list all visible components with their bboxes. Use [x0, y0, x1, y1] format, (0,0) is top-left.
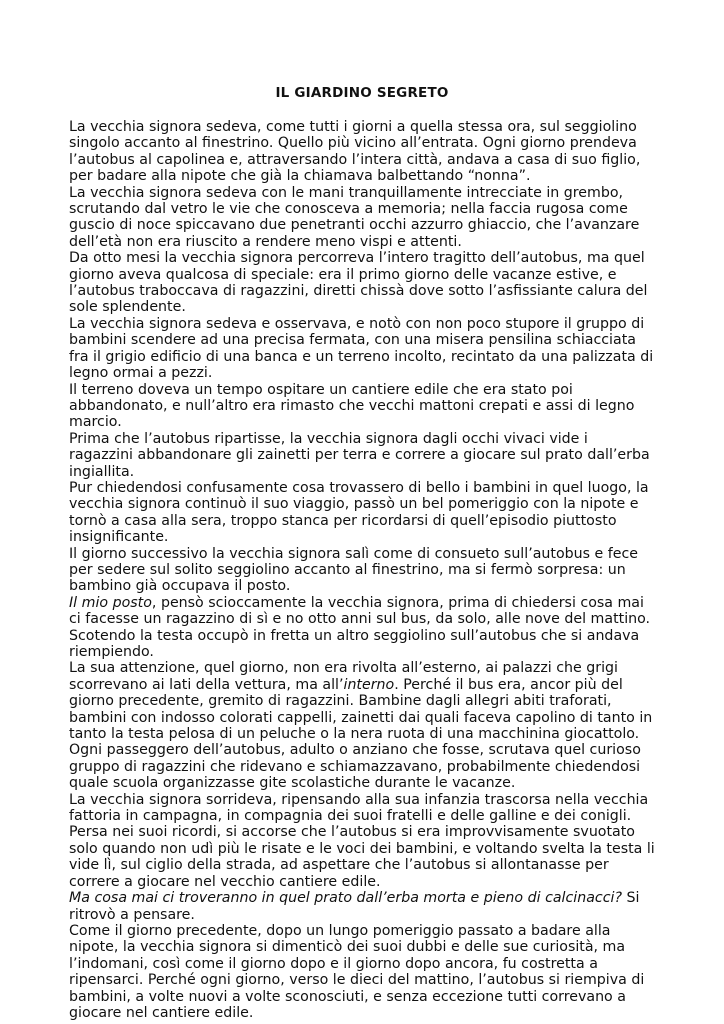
paragraph-text: Da otto mesi la vecchia signora percorreva l’intero tragitto dell’autobus, ma quel giorno aveva qualcosa di speciale: era il primo giorno delle vacanze estive, e l’autobus traboccava di ragazzini, diretti chissà dove sotto l’asfissiante calura del sole splendente.: [69, 250, 648, 316]
paragraph-text: . Perché il bus era, ancor più del giorno precedente, gremito di ragazzini. Bambine dagli allegri abiti traforati, bambini con indosso colorati cappelli, zainetti dai quali faceva capolino di tanto in tanto la testa pelosa di un peluche o la nera ruota di una macchinina giocattolo.: [69, 676, 653, 743]
paragraph: [69, 250, 655, 316]
paragraph-text: Il terreno doveva un tempo ospitare un cantiere edile che era stato poi abbandonato, e null’altro era rimasto che vecchi mattoni crepati e assi di legno marcio.: [69, 381, 635, 431]
paragraph-text: Pur chiedendosi confusamente cosa trovassero di bello i bambini in quel luogo, la vecchia signora continuò il suo viaggio, passò un bel pomeriggio con la nipote e tornò a casa alla sera, troppo stanca per ricordarsi di quell’episodio piuttosto insignificante.: [69, 479, 649, 546]
paragraph-text: Si ritrovò a pensare.: [69, 890, 640, 923]
paragraph-text: , pensò scioccamente la vecchia signora, prima di chiedersi cosa mai ci facesse un ragazzino di sì e no otto anni sul bus, da solo, alle nove del mattino. Scotendo la testa occupò in fretta un altro seggiolino sull’autobus che si andava riempiendo.: [69, 594, 651, 660]
paragraph: [69, 382, 655, 431]
paragraph-text: Persa nei suoi ricordi, si accorse che l’autobus si era improvvisamente svuotato solo quando non udì più le risate e le voci dei bambini, e voltando svelta la testa li vide lì, sul ciglio della strada, ad aspettare che l’autobus si allontanasse per correre a giocare nel vecchio cantiere edile.: [69, 824, 655, 890]
paragraph-text: Il giorno successivo la vecchia signora salì come di consueto sull’autobus e fece per sedere sul solito seggiolino accanto al finestrino, ma si fermò sorpresa: un bambino già occupava il posto.: [69, 545, 639, 595]
paragraph-text: La vecchia signora sorrideva, ripensando alla sua infanzia trascorsa nella vecchia fattoria in campagna, in compagnia dei suoi fratelli e delle galline e dei conigli.: [69, 791, 649, 825]
paragraph: [69, 595, 655, 661]
paragraph-text: La vecchia signora sedeva e osservava, e notò con non poco stupore il gruppo di bambini scendere ad una precisa fermata, con una misera pensilina schiacciata fra il grigio edificio di una banca e un terreno incolto, recintato da una palizzata di legno ormai a pezzi.: [69, 315, 654, 382]
paragraph: [69, 546, 655, 595]
paragraph-text: Come il giorno precedente, dopo un lungo pomeriggio passato a badare alla nipote, la vecchia signora si dimenticò dei suoi dubbi e delle sue curiosità, ma l’indomani, così come il giorno dopo e il giorno dopo ancora, fu costretta a ripensarci. Perché ogni giorno, verso le dieci del mattino, l’autobus si riempiva di bambini, a volte nuovi a volte sconosciuti, e senza eccezione tutti correvano a giocare nel cantiere edile.: [69, 922, 645, 1021]
paragraph: [69, 316, 655, 382]
paragraph-text: La vecchia signora sedeva con le mani tranquillamente intrecciate in grembo, scrutando dal vetro le vie che conosceva a memoria; nella faccia rugosa come guscio di noce spiccavano due penetranti occhi azzurro ghiaccio, che l’avanzare dell’età non era riuscito a rendere meno vispi e attenti.: [69, 184, 640, 250]
italic-text: interno: [343, 676, 395, 693]
paragraph: [69, 185, 655, 251]
document-body: [69, 119, 655, 1021]
paragraph: [69, 824, 655, 890]
paragraph: [69, 480, 655, 546]
paragraph: [69, 119, 655, 185]
paragraph-text: La sua attenzione, quel giorno, non era rivolta all’esterno, ai palazzi che grigi scorrevano ai lati della vettura, ma all’: [69, 660, 618, 693]
paragraph: [69, 890, 655, 923]
paragraph: [69, 923, 655, 1021]
paragraph: [69, 792, 655, 825]
paragraph-text: Ogni passeggero dell’autobus, adulto o anziano che fosse, scrutava quel curioso gruppo di ragazzini che ridevano e schiamazzavano, probabilmente chiedendosi quale scuola organizzasse gite scolastiche durante le vacanze.: [69, 742, 641, 792]
paragraph: [69, 660, 655, 742]
paragraph-text: Prima che l’autobus ripartisse, la vecchia signora dagli occhi vivaci vide i ragazzini abbandonare gli zainetti per terra e correre a giocare sul prato dall’erba ingiallita.: [69, 430, 650, 480]
italic-text: Ma cosa mai ci troveranno in quel prato dall’erba morta e pieno di calcinacci?: [69, 890, 623, 907]
paragraph: [69, 431, 655, 480]
paragraph-text: La vecchia signora sedeva, come tutti i giorni a quella stessa ora, sul seggiolino singolo accanto al finestrino. Quello più vicino all’entrata. Ogni giorno prendeva l’autobus al capolinea e, attraversando l’intera città, andava a casa di suo figlio, per badare alla nipote che già la chiamava balbettando “nonna”.: [69, 119, 641, 185]
italic-text: Il mio posto: [69, 594, 152, 611]
document-title: IL GIARDINO SEGRETO: [275, 85, 449, 101]
paragraph: [69, 742, 655, 791]
